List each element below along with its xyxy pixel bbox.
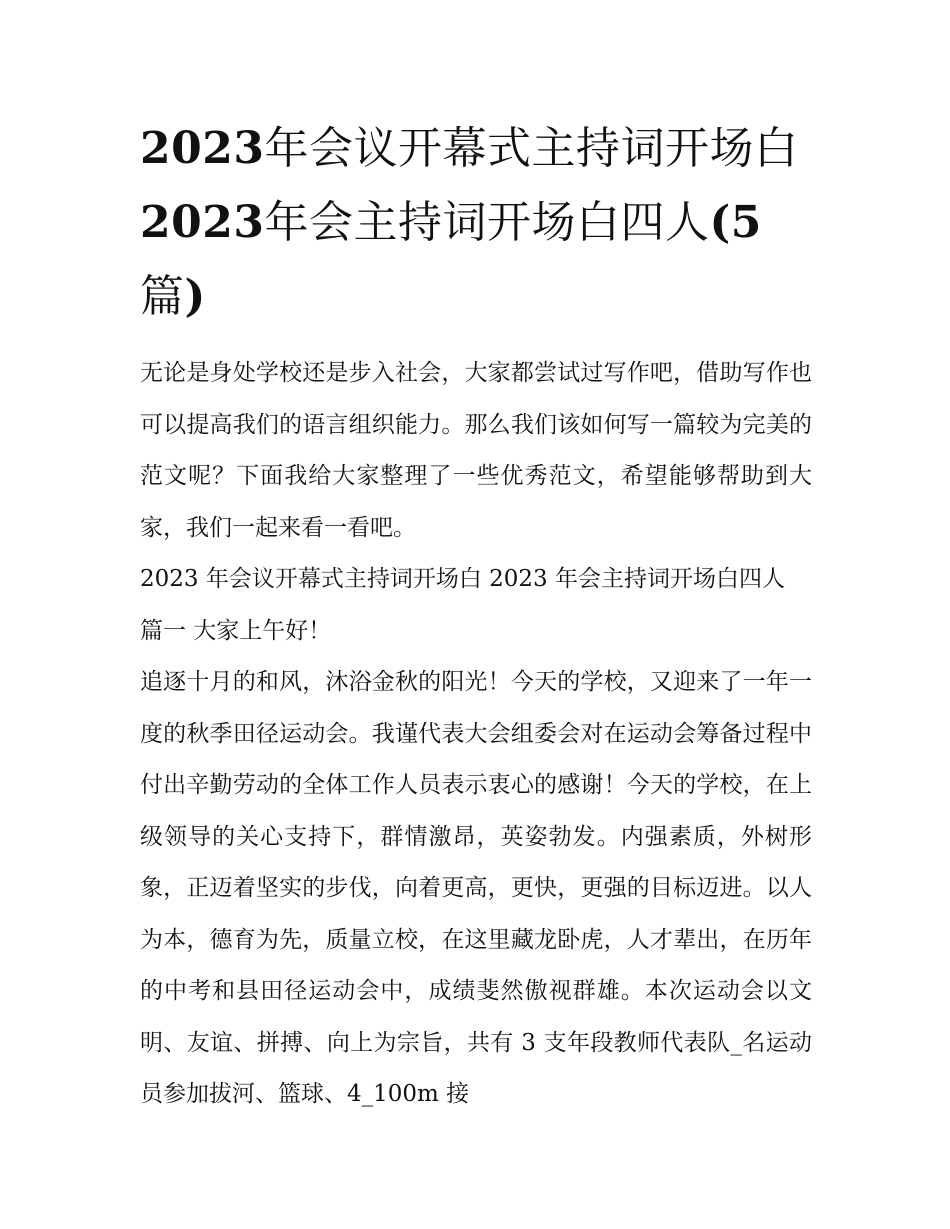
document-body	[140, 348, 812, 1121]
title-part: 篇	[140, 271, 185, 322]
section-heading: 2023 年会议开幕式主持词开场白 2023 年会主持词开场白四人	[140, 566, 785, 592]
greeting-line: 篇一 大家上午好！	[140, 617, 332, 644]
title-part: 年会主持词开场白四人	[264, 197, 710, 248]
speech-paragraph: 追逐十月的和风，沐浴金秋的阳光！今天的学校，又迎来了一年一度的秋季田径运动会。我谨代表大会组委会对在运动会筹备过程中付出辛勤劳动的全体工作人员表示衷心的感谢！今天的学校，在上级领导的关心支持下，群情激昂，英姿勃发。内强素质，外树形象，正迈着坚实的步伐，向着更高，更快，更强的目标迈进。以人为本，德育为先，质量立校，在这里藏龙卧虎，人才辈出，在历年的中考和县田径运动会中，成绩斐然傲视群雄。本次运动会以文明、友谊、拼搏、向上为宗旨，共有 3 支年段教师代表队_名运动员参加拔河、篮球、4_100m 接	[140, 669, 812, 1107]
title-part: )	[184, 271, 206, 322]
document-page	[140, 112, 812, 1121]
title-part: 年会议开幕式主持词开场白	[264, 123, 799, 174]
document-title	[140, 112, 812, 334]
title-part: 2023	[140, 123, 265, 174]
intro-paragraph: 无论是身处学校还是步入社会，大家都尝试过写作吧，借助写作也可以提高我们的语言组织能力。那么我们该如何写一篇较为完美的范文呢？下面我给大家整理了一些优秀范文，希望能够帮助到大家，我们一起来看一看吧。	[140, 360, 812, 541]
title-part: (5	[709, 197, 762, 248]
title-part: 2023	[140, 197, 265, 248]
